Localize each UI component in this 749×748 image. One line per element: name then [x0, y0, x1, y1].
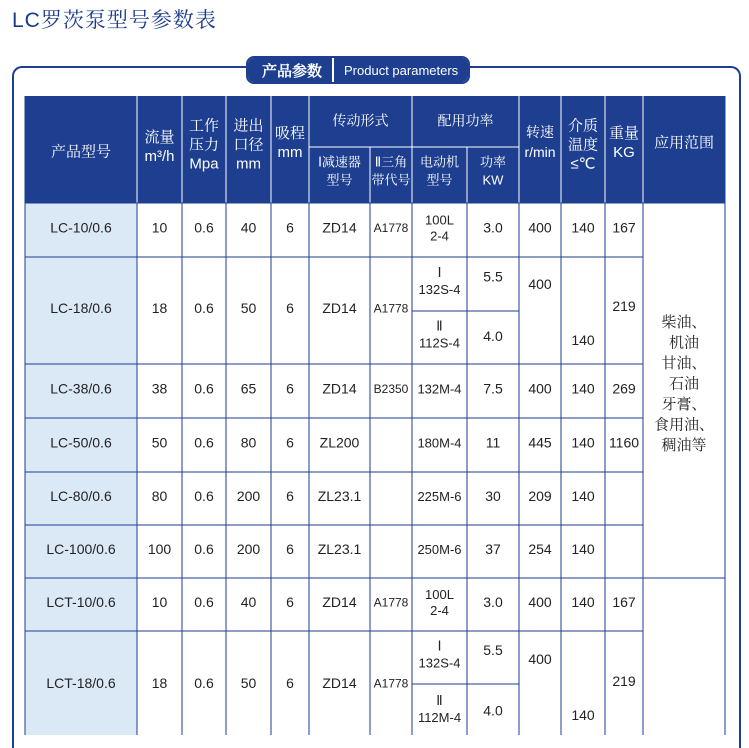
- table-row-reducer: ZL200: [319, 434, 360, 451]
- table-row-temp: 140: [571, 434, 595, 451]
- table-row-motor: 100L: [425, 586, 454, 602]
- table-row-reducer: ZL23.1: [317, 541, 362, 558]
- table-row-pressure: 0.6: [194, 594, 214, 611]
- table-row-speed: 400: [528, 380, 552, 397]
- table-row-port: 40: [240, 594, 257, 611]
- table-row-temp: 140: [571, 332, 595, 349]
- table-row-reducer: ZD14: [322, 300, 357, 317]
- table-row-motor: Ⅱ: [436, 318, 443, 334]
- table-row-temp: 140: [571, 219, 595, 236]
- application-text: 食用油、: [653, 416, 715, 434]
- table-row-kw: 4.0: [483, 328, 503, 345]
- table-row-speed: 400: [528, 276, 552, 293]
- table-row-kw: 7.5: [483, 380, 503, 397]
- table-row-motor: Ⅱ: [436, 692, 443, 708]
- table-row-kw: 3.0: [483, 219, 503, 236]
- table-row-model: LC-18/0.6: [50, 300, 112, 317]
- header-flow: 流量: [144, 128, 175, 146]
- header-power: 配用功率: [437, 112, 494, 129]
- table-row-temp: 140: [571, 707, 595, 724]
- table-row-model: LCT-18/0.6: [46, 675, 116, 692]
- table-row-belt: B2350: [373, 382, 409, 397]
- table-row-flow: 50: [151, 434, 168, 451]
- table-row-belt: A1778: [373, 676, 409, 691]
- table-row-flow: 18: [151, 300, 168, 317]
- header-flow: m³/h: [144, 147, 175, 165]
- header-weight: KG: [613, 143, 635, 161]
- table-row-weight: 167: [612, 219, 636, 236]
- application-text: 机油: [668, 334, 700, 352]
- table-row-pressure: 0.6: [194, 675, 214, 692]
- table-row-suction: 6: [286, 594, 294, 611]
- header-speed: r/min: [524, 144, 556, 161]
- table-row-model: LC-100/0.6: [46, 541, 116, 558]
- table-row-suction: 6: [286, 380, 294, 397]
- table-row-kw: 5.5: [483, 268, 503, 285]
- table-row-port: 50: [240, 300, 257, 317]
- table-row-suction: 6: [286, 675, 294, 692]
- table-row-speed: 445: [528, 434, 552, 451]
- table-row-motor: 112M-4: [417, 709, 462, 725]
- table-row-model: LC-50/0.6: [50, 434, 112, 451]
- header-kw: KW: [482, 172, 504, 188]
- header-speed: 转速: [526, 124, 554, 141]
- header-port: 口径: [233, 136, 264, 154]
- header-belt: 带代号: [371, 172, 411, 188]
- table-row-temp: 140: [571, 488, 595, 505]
- table-row-speed: 400: [528, 594, 552, 611]
- table-row-kw: 30: [485, 488, 501, 505]
- application-text: 石油: [668, 375, 700, 393]
- badge-en-label: Product parameters: [332, 58, 468, 82]
- table-row-motor: 250M-6: [417, 541, 462, 557]
- table-row-motor: 112S-4: [419, 335, 460, 351]
- table-row-belt: A1778: [373, 301, 409, 316]
- header-temp: 介质: [567, 117, 599, 135]
- table-row-temp: 140: [571, 541, 595, 558]
- header-suction: mm: [277, 143, 303, 161]
- header-temp: 温度: [567, 136, 599, 154]
- table-row-speed: 209: [528, 488, 552, 505]
- table-row-port: 200: [236, 541, 261, 558]
- header-motor: 型号: [426, 172, 453, 188]
- table-row-temp: 140: [571, 380, 595, 397]
- table-row-suction: 6: [286, 219, 294, 236]
- table-row-port: 80: [240, 434, 257, 451]
- table-row-speed: 400: [528, 219, 552, 236]
- header-pressure: Mpa: [189, 155, 219, 173]
- table-row-port: 50: [240, 675, 257, 692]
- table-row-motor: 225M-6: [417, 488, 462, 504]
- table-row-belt: A1778: [373, 221, 409, 236]
- header-model: 产品型号: [50, 143, 112, 161]
- table-row-suction: 6: [286, 541, 294, 558]
- table-row-weight: 219: [612, 673, 636, 690]
- table-row-motor: 2-4: [430, 228, 449, 244]
- header-port: 进出: [233, 117, 264, 135]
- model-column-bg: [25, 203, 137, 735]
- table-row-speed: 400: [528, 651, 552, 668]
- table-row-flow: 100: [147, 541, 172, 558]
- table-row-flow: 18: [151, 675, 168, 692]
- table-row-flow: 38: [151, 380, 168, 397]
- table-row-flow: 10: [151, 594, 168, 611]
- table-row-reducer: ZL23.1: [317, 488, 362, 505]
- application-text: 稠油等: [661, 436, 707, 454]
- table-row-suction: 6: [286, 434, 294, 451]
- table-row-speed: 254: [528, 541, 552, 558]
- table-row-reducer: ZD14: [322, 594, 357, 611]
- table-row-model: LC-80/0.6: [50, 488, 112, 505]
- table-row-model: LC-38/0.6: [50, 380, 112, 397]
- header-port: mm: [236, 155, 261, 173]
- header-reducer: Ⅰ减速器: [318, 154, 361, 170]
- table-row-motor: 2-4: [430, 602, 449, 618]
- table-row-flow: 80: [151, 488, 168, 505]
- header-pressure: 压力: [188, 136, 220, 154]
- header-motor: 电动机: [419, 154, 460, 170]
- table-row-motor: 132S-4: [418, 655, 461, 671]
- header-temp: ≤℃: [570, 155, 596, 173]
- table-row-weight: 269: [612, 380, 636, 397]
- table-row-pressure: 0.6: [194, 380, 214, 397]
- table-row-pressure: 0.6: [194, 488, 214, 505]
- application-text: 甘油、: [661, 354, 707, 372]
- table-row-port: 200: [236, 488, 261, 505]
- page-title: LC罗茨泵型号参数表: [12, 9, 217, 32]
- header-suction: 吸程: [274, 124, 306, 142]
- table-row-motor: 100L: [425, 212, 454, 228]
- header-pressure: 工作: [188, 117, 220, 135]
- table-row-reducer: ZD14: [322, 675, 357, 692]
- header-drive: 传动形式: [332, 112, 389, 129]
- table-row-motor: 180M-4: [417, 435, 462, 451]
- table-row-suction: 6: [286, 488, 294, 505]
- badge-zh-label: 产品参数: [248, 58, 332, 82]
- table-row-motor: 132M-4: [417, 381, 462, 397]
- table-row-port: 65: [240, 380, 257, 397]
- table-row-motor: 132S-4: [418, 281, 461, 297]
- table-row-weight: 167: [612, 594, 636, 611]
- table-row-weight: 219: [612, 298, 636, 315]
- table-row-kw: 3.0: [483, 594, 503, 611]
- application-text: 柴油、: [661, 313, 707, 331]
- table-row-belt: A1778: [373, 595, 409, 610]
- header-belt: Ⅱ三角: [374, 154, 408, 170]
- table-row-model: LCT-10/0.6: [46, 594, 116, 611]
- table-row-pressure: 0.6: [194, 300, 214, 317]
- table-row-pressure: 0.6: [194, 434, 214, 451]
- table-row-motor: Ⅰ: [437, 638, 442, 654]
- table-row-motor: Ⅰ: [437, 264, 442, 280]
- table-row-reducer: ZD14: [322, 219, 357, 236]
- table-row-reducer: ZD14: [322, 380, 357, 397]
- application-text: 牙膏、: [661, 395, 707, 413]
- table-row-pressure: 0.6: [194, 219, 214, 236]
- table-row-kw: 37: [485, 541, 501, 558]
- table-row-temp: 140: [571, 594, 595, 611]
- header-application: 应用范围: [653, 134, 715, 152]
- header-weight: 重量: [608, 124, 640, 142]
- table-row-port: 40: [240, 219, 257, 236]
- table-row-kw: 4.0: [483, 702, 503, 719]
- table-row-suction: 6: [286, 300, 294, 317]
- header-reducer: 型号: [326, 172, 353, 188]
- table-row-kw: 5.5: [483, 642, 503, 659]
- table-row-pressure: 0.6: [194, 541, 214, 558]
- table-row-flow: 10: [151, 219, 168, 236]
- table-row-kw: 11: [485, 434, 501, 451]
- table-row-weight: 1160: [608, 434, 640, 451]
- header-kw: 功率: [479, 154, 507, 170]
- table-row-model: LC-10/0.6: [50, 219, 112, 236]
